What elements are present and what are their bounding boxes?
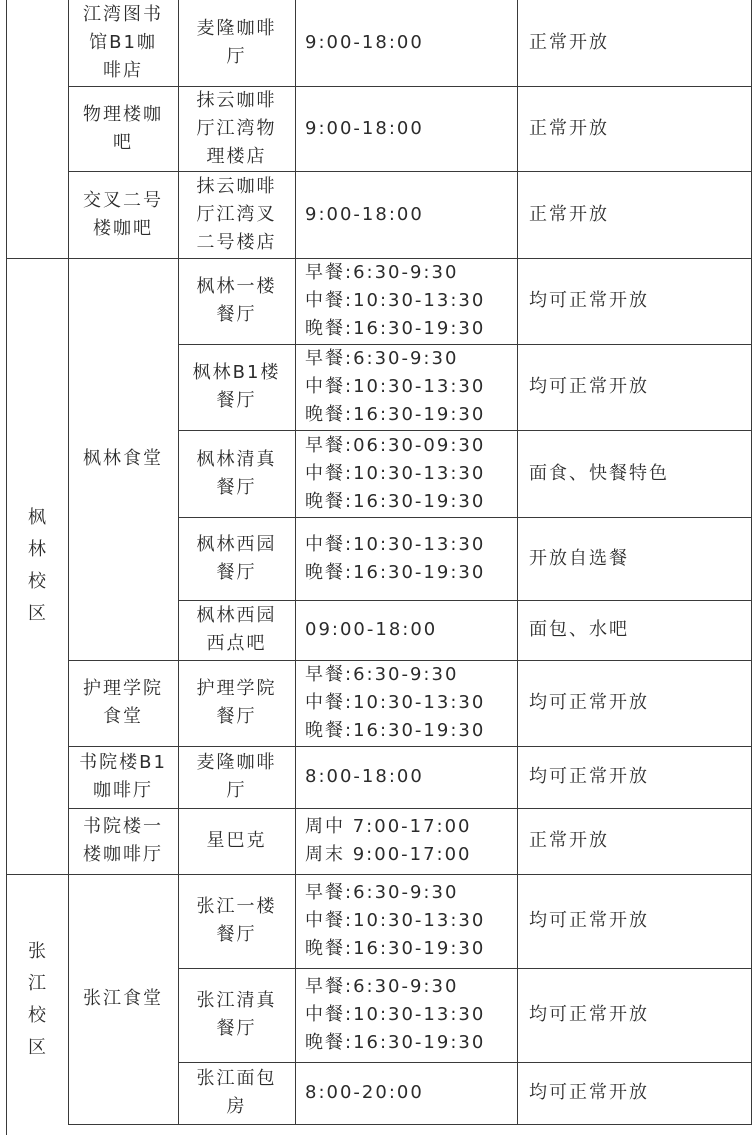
opening-hours: 09:00-18:00 bbox=[305, 619, 438, 640]
hours-cell bbox=[295, 1062, 517, 1124]
venue-cell bbox=[68, 258, 178, 660]
outlet-cell bbox=[178, 968, 295, 1062]
outlet-name: 抹云咖啡 厅江湾叉 二号楼店 bbox=[196, 175, 277, 253]
outlet-name: 星巴克 bbox=[206, 830, 267, 851]
campus-name: 枫 林 校 区 bbox=[28, 507, 46, 624]
opening-hours: 9:00-18:00 bbox=[305, 32, 424, 53]
status-cell bbox=[517, 258, 751, 344]
outlet-cell bbox=[178, 517, 295, 600]
outlet-cell bbox=[178, 344, 295, 430]
outlet-name: 枫林西园 餐厅 bbox=[196, 533, 277, 583]
venue-cell bbox=[68, 0, 178, 86]
outlet-name: 麦隆咖啡 厅 bbox=[196, 18, 277, 67]
hours-cell bbox=[295, 660, 517, 746]
venue-cell bbox=[68, 660, 178, 746]
grid-line bbox=[751, 0, 752, 1125]
hours-cell bbox=[295, 746, 517, 808]
outlet-cell bbox=[178, 746, 295, 808]
hours-cell bbox=[295, 600, 517, 660]
status-cell bbox=[517, 171, 751, 258]
venue-name: 护理学院 食堂 bbox=[83, 678, 163, 727]
outlet-cell bbox=[178, 86, 295, 171]
venue-name: 张江食堂 bbox=[83, 988, 163, 1009]
status-note: 均可正常开放 bbox=[529, 910, 649, 931]
outlet-name: 枫林清真 餐厅 bbox=[196, 448, 277, 498]
outlet-name: 护理学院 餐厅 bbox=[196, 678, 277, 727]
status-cell bbox=[517, 0, 751, 86]
status-cell bbox=[517, 517, 751, 600]
outlet-name: 枫林一楼 餐厅 bbox=[196, 276, 277, 325]
outlet-cell bbox=[178, 1062, 295, 1124]
opening-hours: 早餐:6:30-9:30 中餐:10:30-13:30 晚餐:16:30-19:30 bbox=[305, 976, 486, 1053]
opening-hours: 8:00-18:00 bbox=[305, 766, 424, 787]
venue-cell bbox=[68, 171, 178, 258]
outlet-cell bbox=[178, 600, 295, 660]
status-cell bbox=[517, 746, 751, 808]
status-note: 均可正常开放 bbox=[529, 1004, 649, 1025]
status-note: 正常开放 bbox=[529, 203, 609, 225]
hours-cell bbox=[295, 808, 517, 874]
hours-cell bbox=[295, 968, 517, 1062]
status-note: 面包、水吧 bbox=[529, 619, 629, 640]
status-cell bbox=[517, 660, 751, 746]
status-cell bbox=[517, 808, 751, 874]
opening-hours: 9:00-18:00 bbox=[305, 117, 424, 139]
venue-name: 书院楼一 楼咖啡厅 bbox=[83, 816, 163, 865]
status-cell bbox=[517, 430, 751, 517]
outlet-name: 抹云咖啡 厅江湾物 理楼店 bbox=[196, 89, 277, 167]
venue-name: 书院楼B1 咖啡厅 bbox=[79, 752, 167, 801]
opening-hours: 早餐:06:30-09:30 中餐:10:30-13:30 晚餐:16:30-19:30 bbox=[305, 434, 486, 512]
hours-cell bbox=[295, 344, 517, 430]
venue-name: 枫林食堂 bbox=[83, 448, 163, 469]
status-note: 正常开放 bbox=[529, 830, 609, 851]
outlet-name: 枫林B1楼 餐厅 bbox=[192, 362, 281, 411]
opening-hours: 9:00-18:00 bbox=[305, 203, 424, 225]
status-cell bbox=[517, 86, 751, 171]
hours-cell bbox=[295, 86, 517, 171]
status-note: 均可正常开放 bbox=[529, 1082, 649, 1103]
outlet-cell bbox=[178, 874, 295, 968]
status-cell bbox=[517, 600, 751, 660]
hours-cell bbox=[295, 517, 517, 600]
outlet-cell bbox=[178, 171, 295, 258]
status-note: 均可正常开放 bbox=[529, 290, 649, 311]
campus-name: 张 江 校 区 bbox=[28, 940, 46, 1058]
hours-cell bbox=[295, 874, 517, 968]
opening-hours: 早餐:6:30-9:30 中餐:10:30-13:30 晚餐:16:30-19:30 bbox=[305, 348, 486, 425]
status-note: 均可正常开放 bbox=[529, 766, 649, 787]
status-note: 均可正常开放 bbox=[529, 376, 649, 397]
opening-hours: 早餐:6:30-9:30 中餐:10:30-13:30 晚餐:16:30-19:30 bbox=[305, 664, 486, 741]
grid-line bbox=[68, 1124, 752, 1125]
venue-name: 江湾图书 馆B1咖 啡店 bbox=[83, 4, 163, 81]
status-note: 面食、快餐特色 bbox=[529, 462, 669, 484]
venue-name: 物理楼咖 吧 bbox=[83, 103, 163, 153]
outlet-name: 麦隆咖啡 厅 bbox=[196, 752, 277, 801]
venue-cell bbox=[68, 808, 178, 874]
outlet-cell bbox=[178, 808, 295, 874]
venue-cell bbox=[68, 86, 178, 171]
status-note: 正常开放 bbox=[529, 117, 609, 139]
opening-hours: 周中 7:00-17:00 周末 9:00-17:00 bbox=[305, 816, 472, 865]
outlet-name: 枫林西园 西点吧 bbox=[196, 605, 277, 654]
status-note: 正常开放 bbox=[529, 32, 609, 53]
status-cell bbox=[517, 344, 751, 430]
status-cell bbox=[517, 968, 751, 1062]
status-cell bbox=[517, 1062, 751, 1124]
outlet-name: 张江清真 餐厅 bbox=[196, 990, 277, 1039]
outlet-name: 张江一楼 餐厅 bbox=[196, 896, 277, 945]
opening-hours: 中餐:10:30-13:30 晚餐:16:30-19:30 bbox=[305, 533, 486, 583]
outlet-name: 张江面包 房 bbox=[196, 1068, 277, 1117]
hours-cell bbox=[295, 430, 517, 517]
opening-hours: 早餐:6:30-9:30 中餐:10:30-13:30 晚餐:16:30-19:30 bbox=[305, 882, 486, 959]
campus-cell bbox=[6, 874, 68, 1125]
outlet-cell bbox=[178, 258, 295, 344]
venue-cell bbox=[68, 746, 178, 808]
outlet-cell bbox=[178, 660, 295, 746]
campus-cell bbox=[6, 258, 68, 874]
outlet-cell bbox=[178, 0, 295, 86]
outlet-cell bbox=[178, 430, 295, 517]
hours-cell bbox=[295, 258, 517, 344]
status-note: 均可正常开放 bbox=[529, 692, 649, 713]
opening-hours: 早餐:6:30-9:30 中餐:10:30-13:30 晚餐:16:30-19:30 bbox=[305, 262, 486, 339]
hours-cell bbox=[295, 0, 517, 86]
hours-cell bbox=[295, 171, 517, 258]
venue-name: 交叉二号 楼咖吧 bbox=[83, 189, 163, 239]
status-note: 开放自选餐 bbox=[529, 547, 629, 569]
venue-cell bbox=[68, 874, 178, 1124]
opening-hours: 8:00-20:00 bbox=[305, 1082, 424, 1103]
status-cell bbox=[517, 874, 751, 968]
